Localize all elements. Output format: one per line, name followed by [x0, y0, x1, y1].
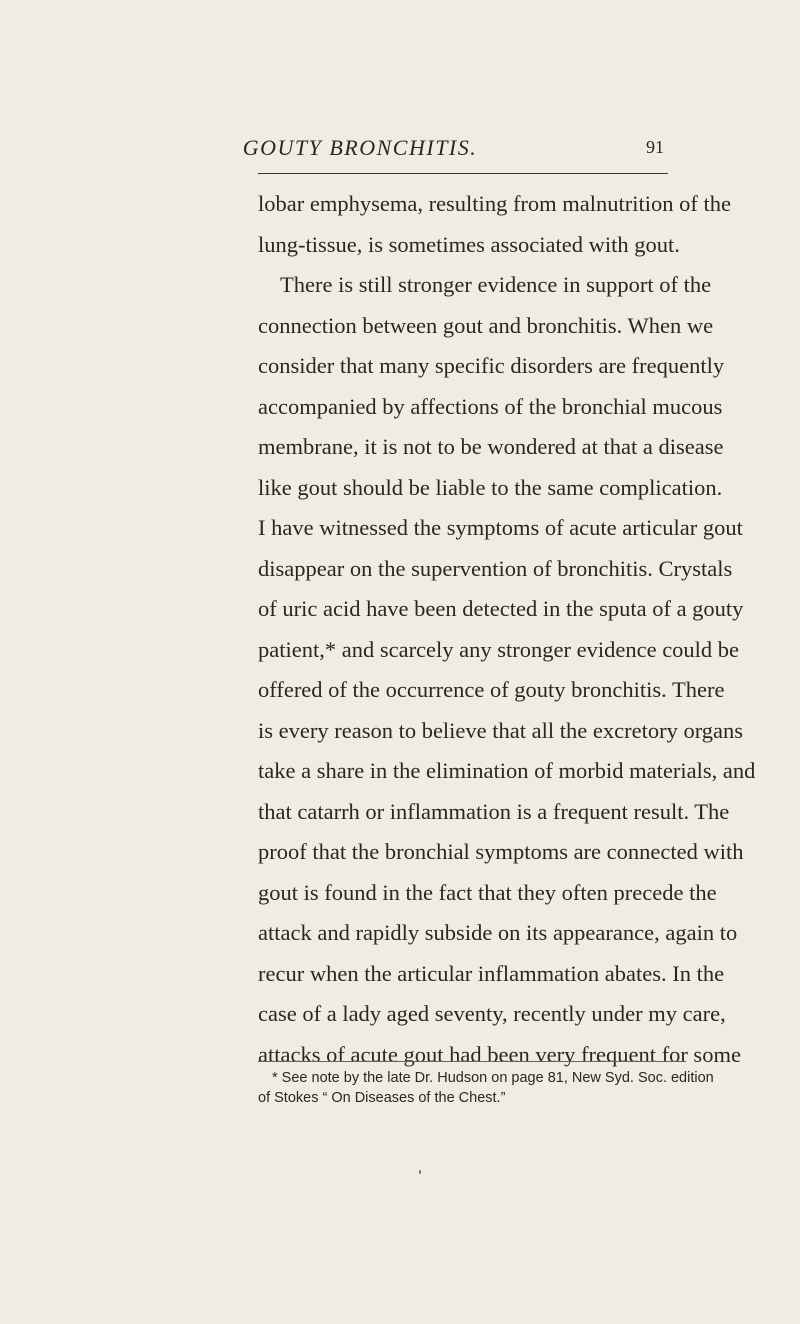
text-line: attacks of acute gout had been very frequent for some: [258, 1041, 741, 1067]
text-line: take a share in the elimination of morbid materials, and: [258, 758, 756, 783]
body-text: [258, 184, 756, 1075]
text-line: patient,* and scarcely any stronger evidence could be: [258, 636, 740, 662]
text-line: proof that the bronchial symptoms are connected with: [258, 839, 744, 864]
text-line: recur when the articular inflammation abates. In the: [258, 960, 725, 986]
text-line: that catarrh or inflammation is a frequent result. The: [258, 798, 730, 824]
footnote-rule: [258, 1061, 686, 1062]
text-line: There is still stronger evidence in support of the: [280, 272, 712, 297]
text-line: disappear on the supervention of bronchitis. Crystals: [258, 555, 733, 581]
running-title: GOUTY BRONCHITIS.: [242, 135, 478, 160]
text-line: lobar emphysema, resulting from malnutrition of the: [258, 191, 732, 216]
page-number: 91: [646, 137, 664, 157]
footnote: [258, 1068, 714, 1108]
text-line: of uric acid have been detected in the sputa of a gouty: [258, 596, 744, 621]
text-line: like gout should be liable to the same complication.: [258, 474, 723, 500]
footnote-line: of Stokes “ On Diseases of the Chest.”: [258, 1090, 506, 1106]
text-line: is every reason to believe that all the excretory organs: [258, 717, 744, 743]
paper-speck: [419, 1170, 421, 1174]
text-line: accompanied by affections of the bronchial mucous: [258, 393, 723, 419]
text-line: gout is found in the fact that they often precede the: [258, 879, 717, 905]
running-head: [0, 135, 800, 165]
text-line: offered of the occurrence of gouty bronchitis. There: [258, 677, 725, 702]
header-rule: [258, 173, 668, 174]
text-line: membrane, it is not to be wondered at that a disease: [258, 434, 724, 459]
text-line: attack and rapidly subside on its appearance, again to: [258, 920, 738, 945]
text-line: lung-tissue, is sometimes associated with gout.: [258, 231, 680, 257]
text-line: consider that many specific disorders are frequently: [258, 353, 725, 378]
footnote-line: * See note by the late Dr. Hudson on page 81, New Syd. Soc. edition: [272, 1070, 714, 1086]
text-line: connection between gout and bronchitis. When we: [258, 312, 714, 338]
text-line: I have witnessed the symptoms of acute articular gout: [258, 515, 743, 540]
text-line: case of a lady aged seventy, recently under my care,: [258, 1001, 726, 1026]
